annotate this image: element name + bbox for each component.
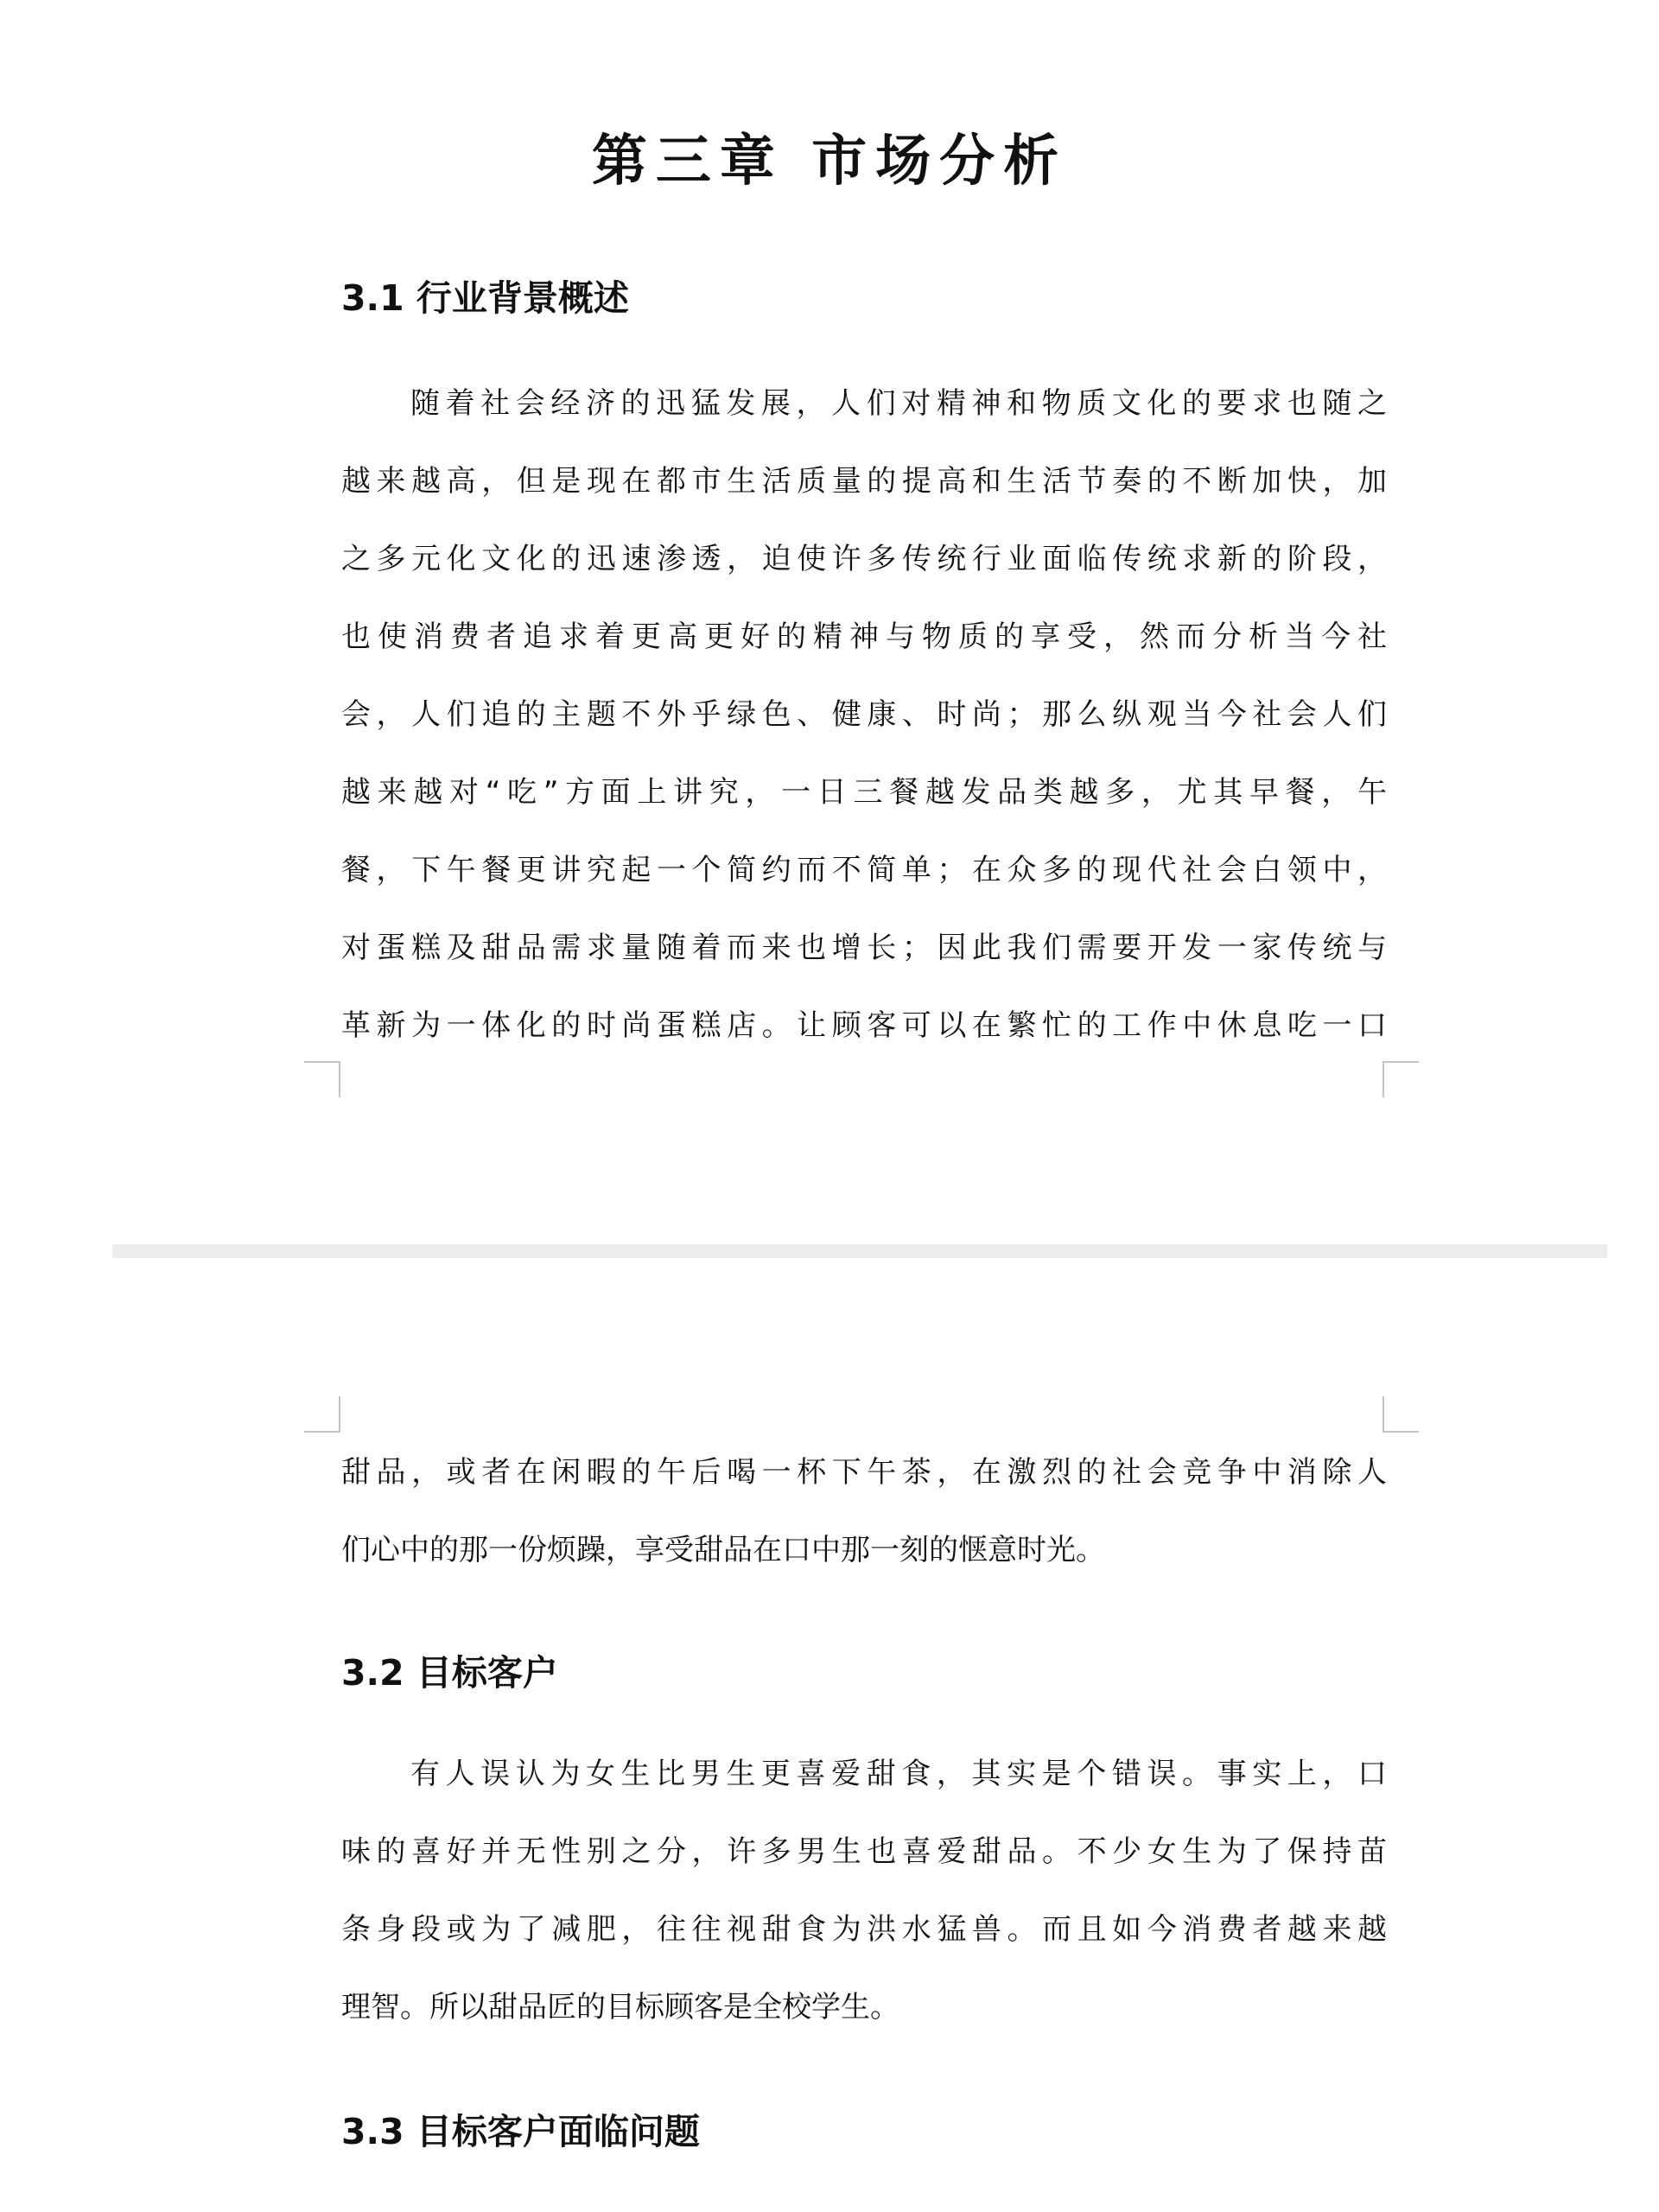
paragraph-line: 越来越高，但是现在都市生活质量的提高和生活节奏的不断加快，加: [341, 464, 1387, 499]
paragraph-line: 条身段或为了减肥，往往视甜食为洪水猛兽。而且如今消费者越来越: [341, 1912, 1387, 1947]
margin-corner-mark: [304, 1061, 340, 1097]
section-heading-3-3: 3.3 目标客户面临问题: [341, 2111, 700, 2152]
section-heading-3-1: 3.1 行业背景概述: [341, 277, 629, 319]
chapter-title: 第三章 市场分析: [591, 130, 1068, 194]
paragraph-line: 革新为一体化的时尚蛋糕店。让顾客可以在繁忙的工作中休息吃一口: [341, 1008, 1387, 1043]
paragraph-line: 对蛋糕及甜品需求量随着而来也增长；因此我们需要开发一家传统与: [341, 931, 1387, 965]
paragraph-line: 们心中的那一份烦躁，享受甜品在口中那一刻的惬意时光。: [341, 1533, 1105, 1567]
paragraph-line: 味的喜好并无性别之分，许多男生也喜爱甜品。不少女生为了保持苗: [341, 1834, 1387, 1869]
page-separator: [112, 1244, 1607, 1258]
margin-corner-mark: [304, 1396, 340, 1433]
document-page-2: [0, 1258, 1659, 2212]
paragraph-line: 越来越对“吃”方面上讲究，一日三餐越发品类越多，尤其早餐，午: [341, 775, 1387, 810]
paragraph-line: 会，人们追的主题不外乎绿色、健康、时尚；那么纵观当今社会人们: [341, 697, 1387, 732]
paragraph-line: 也使消费者追求着更高更好的精神与物质的享受，然而分析当今社: [341, 620, 1387, 654]
paragraph-line: 甜品，或者在闲暇的午后喝一杯下午茶，在激烈的社会竞争中消除人: [341, 1455, 1387, 1490]
paragraph-line: 理智。所以甜品匠的目标顾客是全校学生。: [341, 1990, 899, 2024]
section-heading-3-2: 3.2 目标客户: [341, 1652, 558, 1694]
margin-corner-mark: [1382, 1061, 1419, 1097]
paragraph-line: 之多元化文化的迅速渗透，迫使许多传统行业面临传统求新的阶段，: [341, 542, 1387, 576]
paragraph-line: 有人误认为女生比男生更喜爱甜食，其实是个错误。事实上，口: [410, 1757, 1387, 1791]
margin-corner-mark: [1382, 1396, 1419, 1433]
paragraph-line: 餐，下午餐更讲究起一个简约而不简单；在众多的现代社会白领中，: [341, 853, 1387, 887]
paragraph-line: 随着社会经济的迅猛发展，人们对精神和物质文化的要求也随之: [410, 386, 1387, 421]
